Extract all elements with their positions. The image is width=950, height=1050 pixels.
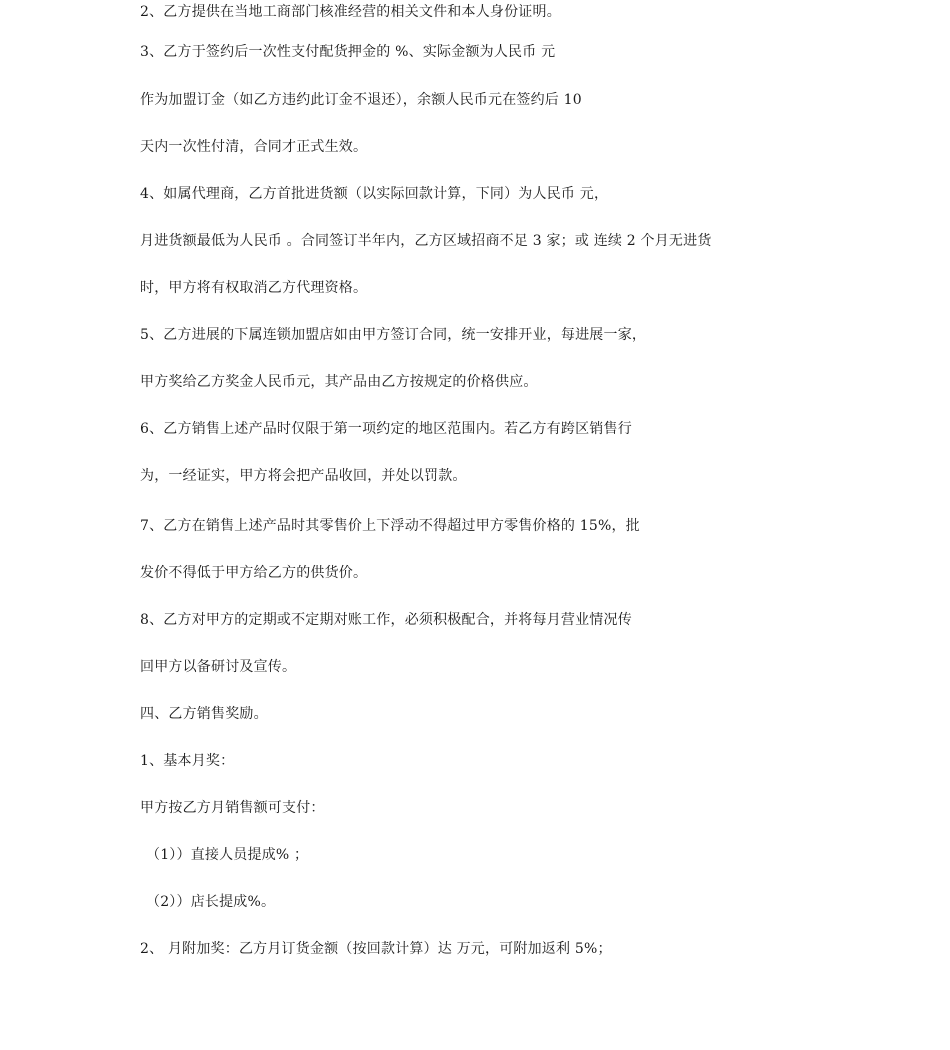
clause-4-continuation-2: 时，甲方将有权取消乙方代理资格。	[140, 280, 368, 296]
reward-1-heading: 1、基本月奖：	[140, 753, 235, 769]
clause-2-text: 2、乙方提供在当地工商部门核准经营的相关文件和本人身份证明。	[140, 4, 561, 20]
clause-7-continuation: 发价不得低于甲方给乙方的供货价。	[140, 565, 368, 581]
clause-5-continuation: 甲方奖给乙方奖金人民币元，其产品由乙方按规定的价格供应。	[140, 374, 538, 390]
clause-4-text: 4、如属代理商，乙方首批进货额（以实际回款计算，下同）为人民币 元，	[140, 186, 609, 202]
reward-1-item-2: （2））店长提成%。	[146, 894, 276, 910]
reward-1-intro: 甲方按乙方月销售额可支付：	[140, 800, 325, 816]
clause-8-text: 8、乙方对甲方的定期或不定期对账工作，必须积极配合，并将每月营业情况传	[140, 612, 632, 628]
section-4-heading: 四、乙方销售奖励。	[140, 706, 268, 722]
clause-3-continuation-2: 天内一次性付清，合同才正式生效。	[140, 139, 368, 155]
reward-1-item-1: （1））直接人员提成% ；	[146, 847, 309, 863]
reward-2-text: 2、 月附加奖：乙方月订货金额（按回款计算）达 万元，可附加返利 5%；	[140, 941, 612, 957]
clause-3-continuation-1: 作为加盟订金（如乙方违约此订金不退还），余额人民币元在签约后 10	[140, 92, 582, 108]
clause-6-text: 6、乙方销售上述产品时仅限于第一项约定的地区范围内。若乙方有跨区销售行	[140, 421, 632, 437]
clause-3-text: 3、乙方于签约后一次性支付配货押金的 %、实际金额为人民币 元	[140, 44, 556, 60]
clause-6-continuation: 为，一经证实，甲方将会把产品收回，并处以罚款。	[140, 468, 467, 484]
clause-4-continuation-1: 月进货额最低为人民币 。合同签订半年内，乙方区域招商不足 3 家；或 连续 2 个月无进货	[140, 233, 712, 249]
clause-8-continuation: 回甲方以备研讨及宣传。	[140, 659, 297, 675]
clause-7-text: 7、乙方在销售上述产品时其零售价上下浮动不得超过甲方零售价格的 15%，批	[140, 518, 640, 534]
clause-5-text: 5、乙方进展的下属连锁加盟店如由甲方签订合同，统一安排开业，每进展一家，	[140, 327, 647, 343]
